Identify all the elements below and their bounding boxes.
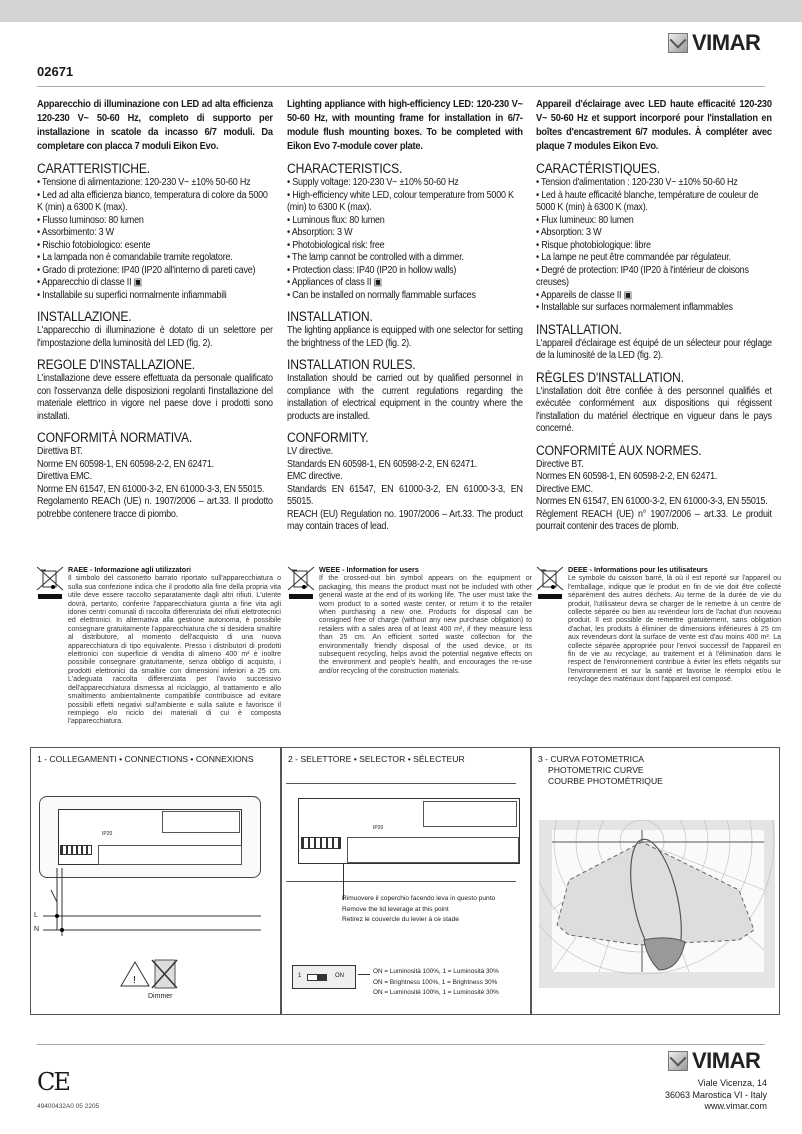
weee-text — [68, 566, 281, 727]
bullet-item: • Absorption: 3 W — [287, 227, 523, 240]
brightness-switch — [292, 965, 356, 989]
bullet-item: • Appliances of class II ▣ — [287, 277, 523, 290]
section-heading: CONFORMITY. — [287, 430, 369, 445]
paragraph: Installation should be carried out by qualified personnel in compliance with the current regulations regarding the installation of electrical equipment in the country where the products are installed. — [287, 373, 523, 422]
section-body — [287, 325, 523, 350]
section-heading: CARACTÉRISTIQUES. — [536, 161, 660, 176]
paragraph: Norme EN 61547, EN 61000-3-2, EN 61000-3-3, EN 55015. — [37, 483, 265, 495]
section-heading: INSTALLAZIONE. — [37, 309, 132, 324]
crossed-bin-icon — [536, 566, 564, 685]
bullet-item: • Assorbimento: 3 W — [37, 227, 273, 240]
bullet-item: • Absorption: 3 W — [536, 227, 772, 240]
weee-text — [568, 566, 781, 685]
paragraph: LV directive. — [287, 446, 333, 457]
section-body — [287, 373, 523, 423]
bullet-item: • Appareils de classe II ▣ — [536, 290, 772, 303]
bullet-item: • Tension d'alimentation : 120-230 V~ ±10% 50-60 Hz — [536, 177, 772, 190]
intro-text: Apparecchio di illuminazione con LED ad alta efficienza 120-230 V~ 50-60 Hz, completo di supporto per installazione in scatole da incasso 6/7 moduli. Da completare con placca 7 moduli Eikon Evo. — [37, 99, 273, 152]
dimmer-label: Dimmer — [148, 993, 173, 1000]
svg-text:!: ! — [133, 975, 136, 986]
column-italian — [37, 98, 273, 521]
switch-position-on: ON — [335, 973, 344, 979]
section-body — [287, 177, 523, 302]
figure-title: 3 - CURVA FOTOMETRICA PHOTOMETRIC CURVE COURBE PHOTOMÉTRIQUE — [538, 754, 663, 786]
document-code: 49400432A0 05 2205 — [37, 1103, 100, 1110]
paragraph: Regolamento REACh (UE) n. 1907/2006 – art.33. Il prodotto potrebbe contenere tracce di piombo. — [37, 496, 273, 520]
figure-connections — [30, 747, 281, 1015]
weee-title: DEEE - Informations pour les utilisateurs — [568, 565, 708, 574]
ip-rating-label: IP20 — [102, 831, 113, 837]
paragraph: Normes EN 61547, EN 61000-3-2, EN 61000-3-3, EN 55015. — [536, 496, 768, 507]
section-body — [536, 459, 772, 534]
bullet-item: • Led ad alta efficienza bianco, temperatura di colore da 5000 K (min) a 6300 K (max). — [37, 190, 273, 215]
paragraph: Direttiva EMC. — [37, 471, 92, 482]
device-frame — [39, 796, 261, 878]
weee-title: RAEE - Informazione agli utilizzatori — [68, 565, 191, 574]
paragraph: L'installation doit être confiée à des personnel qualifiés et exécutée conformément aux dispositions qui régissent l'installation du matériel électrique en vigueur dans le pays concerné. — [536, 385, 772, 434]
bullet-item: • La lampada non è comandabile tramite regolatore. — [37, 252, 273, 265]
paragraph: Standards EN 60598-1, EN 60598-2-2, EN 62471. — [287, 458, 478, 470]
section-heading: INSTALLATION. — [287, 309, 373, 324]
weee-it — [36, 566, 281, 727]
section-body — [287, 446, 523, 534]
weee-fr — [536, 566, 781, 685]
figure-photometric-curve — [531, 747, 780, 1015]
device-body — [298, 798, 520, 864]
section-body — [37, 325, 273, 350]
switch-position-1: 1 — [298, 973, 302, 979]
weee-title: WEEE - Information for users — [319, 565, 419, 574]
lid-instructions: Rimuovere il coperchio facendo leva in questo punto Remove the lid leverage at this point Retirez le couvercle du levier à ce stade — [342, 895, 496, 923]
vimar-logo-icon — [668, 1051, 688, 1071]
intro-text: Appareil d'éclairage avec LED haute efficacité 120-230 V~ 50-60 Hz et support incorporé pour l'installation en boîtes d'encastrement 6/7 modules. À compléter avec plaque 7 modules Eikon Evo. — [536, 99, 772, 152]
bullet-item: • Rischio fotobiologico: esente — [37, 240, 273, 253]
warning-no-dimmer-icon — [119, 958, 179, 990]
wiring-diagram — [31, 868, 281, 948]
paragraph: Règlement REACH (UE) n° 1907/2006 – art.33. Le produit pourrait contenir des traces de plomb. — [536, 508, 772, 532]
section-heading: CARATTERISTICHE. — [37, 161, 151, 176]
section-heading: CONFORMITÀ NORMATIVA. — [37, 430, 193, 445]
paragraph: L'installazione deve essere effettuata da personale qualificato con l'osservanza delle disposizioni regolanti l'installazione del materiale elettrico in vigore nel paese dove i prodotti sono installati. — [37, 373, 273, 422]
column-english — [287, 98, 523, 534]
section-heading: CHARACTERISTICS. — [287, 161, 403, 176]
bullet-item: • Photobiological risk: free — [287, 240, 523, 253]
ce-mark: CE — [37, 1068, 69, 1096]
top-band — [0, 0, 802, 22]
column-french — [536, 98, 772, 534]
product-code: 02671 — [37, 64, 74, 79]
bullet-item: • Degré de protection: IP40 (IP20 à l'intérieur de cloisons creuses) — [536, 265, 772, 290]
weee-body: Le symbole du caisson barré, là où il est reporté sur l'appareil ou l'emballage, indique que le produit en fin de vie doit être collecté séparément des autres déchets. Au terme de la durée de vie du produit, l'utilisateur devra se charger de le remettre à un centre de collecte séparée ou bien au revendeur lors de l'achat d'un nouveau produit. Il est possible de remettre gratuitement, sans obligation d'achat, les produits à éliminer de dimensions inférieures à 25 cm aux revendeurs dont la surface de vente est d'au moins 400 m². La collecte séparée appropriée pour l'envoi successif de l'appareil en fin de vie au recyclage, au traitement et à l'élimination dans le respect de l'environnement contribue à éviter les effets négatifs sur l'environnement et sur la santé et favorise le réemploi et/ou le recyclage des matériaux dont l'appareil est composé. — [568, 575, 781, 684]
section-heading: INSTALLATION. — [536, 321, 622, 337]
paragraph: The lighting appliance is equipped with one selector for setting the brightness of the LED (fig. 2). — [287, 325, 523, 349]
bullet-item: • Tensione di alimentazione: 120-230 V~ ±10% 50-60 Hz — [37, 177, 273, 190]
intro-text: Lighting appliance with high-efficiency LED: 120-230 V~ 50-60 Hz, with mounting frame for installation in 6/7-module flush mounting boxes. To be completed with Eikon Evo 7-module cover plate. — [287, 99, 523, 152]
paragraph: REACH (EU) Regulation no. 1907/2006 – Art.33. The product may contain traces of lead. — [287, 508, 523, 532]
vimar-logo-icon — [668, 33, 688, 53]
bullet-item: • Supply voltage: 120-230 V~ ±10% 50-60 Hz — [287, 177, 523, 190]
bullet-item: • Installable sur surfaces normalement inflammables — [536, 302, 772, 315]
bullet-item: • Grado di protezione: IP40 (IP20 all'interno di pareti cave) — [37, 265, 273, 278]
photometric-curve-chart — [539, 820, 775, 988]
ip-rating-label: IP20 — [373, 825, 384, 831]
figure-selector — [281, 747, 531, 1015]
bullet-item: • Protection class: IP40 (IP20 in hollow walls) — [287, 265, 523, 278]
bullet-item: • Flusso luminoso: 80 lumen — [37, 215, 273, 228]
paragraph: Directive BT. — [536, 458, 584, 470]
weee-body: If the crossed-out bin symbol appears on the equipment or packaging, this means the product must not be included with other general waste at the end of its working life. The user must take the worn product to a sorted waste center, or return it to the retailer when purchasing a new one. Products for disposal can be consigned free of charge (without any new purchase obligation) to retailers with a sales area of at least 400 m², if they measure less than 25 cm. An efficient sorted waste collection for the environmentally friendly disposal of the used device, or its subsequent recycling, helps avoid the potential negative effects on the environment and people's health, and encourages the re-use and/or recycling of the construction materials. — [319, 575, 532, 675]
section-heading: REGOLE D'INSTALLAZIONE. — [37, 357, 195, 372]
paragraph: L'apparecchio di illuminazione è dotato di un selettore per l'impostazione della luminosità del LED (fig. 2). — [37, 325, 273, 349]
figure-title: 1 - COLLEGAMENTI • CONNECTIONS • CONNEXIONS — [37, 754, 254, 764]
paragraph: Normes EN 60598-1, EN 60598-2-2, EN 62471. — [536, 471, 718, 482]
section-body — [37, 177, 273, 302]
brightness-modes: ON = Luminosità 100%, 1 = Luminosità 30% ON = Brightness 100%, 1 = Brightness 30% ON = Luminosité 100%, 1 = Luminosité 30% — [373, 968, 499, 996]
paragraph: Directive EMC. — [536, 483, 593, 495]
bullet-item: • Led à haute efficacité blanche, température de couleur de 5000 K (min) à 6300 K (max). — [536, 190, 772, 215]
vimar-logo-footer: VIMAR — [668, 1048, 760, 1074]
company-address: Viale Vicenza, 14 36063 Marostica VI - Italy www.vimar.com — [664, 1078, 767, 1111]
paragraph: EMC directive. — [287, 471, 343, 482]
crossed-bin-icon — [287, 566, 315, 676]
bullet-item: • The lamp cannot be controlled with a dimmer. — [287, 252, 523, 265]
bullet-item: • Flux lumineux: 80 lumen — [536, 215, 772, 228]
line-n-label: N — [34, 926, 40, 933]
weee-en — [287, 566, 532, 676]
section-body — [37, 446, 273, 521]
section-body — [37, 373, 273, 423]
paragraph: Standards EN 61547, EN 61000-3-2, EN 61000-3-3, EN 55015. — [287, 483, 523, 507]
bullet-item: • Can be installed on normally flammable surfaces — [287, 290, 523, 303]
section-heading: CONFORMITÉ AUX NORMES. — [536, 442, 702, 458]
bullet-item: • High-efficiency white LED, colour temperature from 5000 K (min) to 6300 K (max). — [287, 190, 523, 215]
header-divider — [37, 86, 765, 87]
section-body — [536, 386, 772, 436]
switch-toggle — [307, 974, 327, 981]
bullet-item: • Luminous flux: 80 lumen — [287, 215, 523, 228]
figure-title: 2 - SELETTORE • SELECTOR • SÉLECTEUR — [288, 754, 465, 764]
paragraph: Direttiva BT. — [37, 446, 83, 457]
section-body — [536, 338, 772, 363]
paragraph: Norme EN 60598-1, EN 60598-2-2, EN 62471. — [37, 458, 214, 470]
bullet-item: • Apparecchio di classe II ▣ — [37, 277, 273, 290]
line-l-label: L — [34, 912, 38, 919]
vimar-logo: VIMAR — [668, 30, 760, 56]
paragraph: L'appareil d'éclairage est équipé de un sélecteur pour réglage de la luminosité de la LED (fig. 2). — [536, 337, 772, 361]
section-heading: INSTALLATION RULES. — [287, 357, 416, 372]
section-heading: RÈGLES D'INSTALLATION. — [536, 369, 684, 385]
crossed-bin-icon — [36, 566, 64, 727]
weee-text — [319, 566, 532, 676]
bullet-item: • La lampe ne peut être commandée par régulateur. — [536, 252, 772, 265]
footer-divider — [37, 1044, 765, 1045]
bullet-item: • Risque photobiologique: libre — [536, 240, 772, 253]
bullet-item: • Installabile su superfici normalmente infiammabili — [37, 290, 273, 303]
section-body — [536, 177, 772, 315]
weee-body: Il simbolo del cassonetto barrato riportato sull'apparecchiatura o sulla sua confezione indica che il prodotto alla fine della propria vita utile deve essere raccolto separatamente dagli altri rifiuti. L'utente dovrà, pertanto, conferire l'apparecchiatura giunta a fine vita agli idonei centri comunali di raccolta differenziata dei rifiuti elettrotecnici ed elettronici. In alternativa alla gestione autonoma, è possibile consegnare gratuitamente l'apparecchiatura che si desidera smaltire al distributore, al momento dell'acquisto di una nuova apparecchiatura di tipo equivalente. Presso i distributori di prodotti elettronici con superficie di vendita di almeno 400 m² è inoltre possibile consegnare gratuitamente, senza obbligo di acquisto, i prodotti elettronici da smaltire con dimensioni inferiori a 25 cm. L'adeguata raccolta differenziata per l'avvio successivo dell'apparecchiatura dismessa al riciclaggio, al trattamento e allo smaltimento ambientalmente compatibile contribuisce ad evitare possibili effetti negativi sull'ambiente e sulla salute e favorisce il reimpiego e/o riciclo dei materiali di cui è composta l'apparecchiatura. — [68, 575, 281, 726]
